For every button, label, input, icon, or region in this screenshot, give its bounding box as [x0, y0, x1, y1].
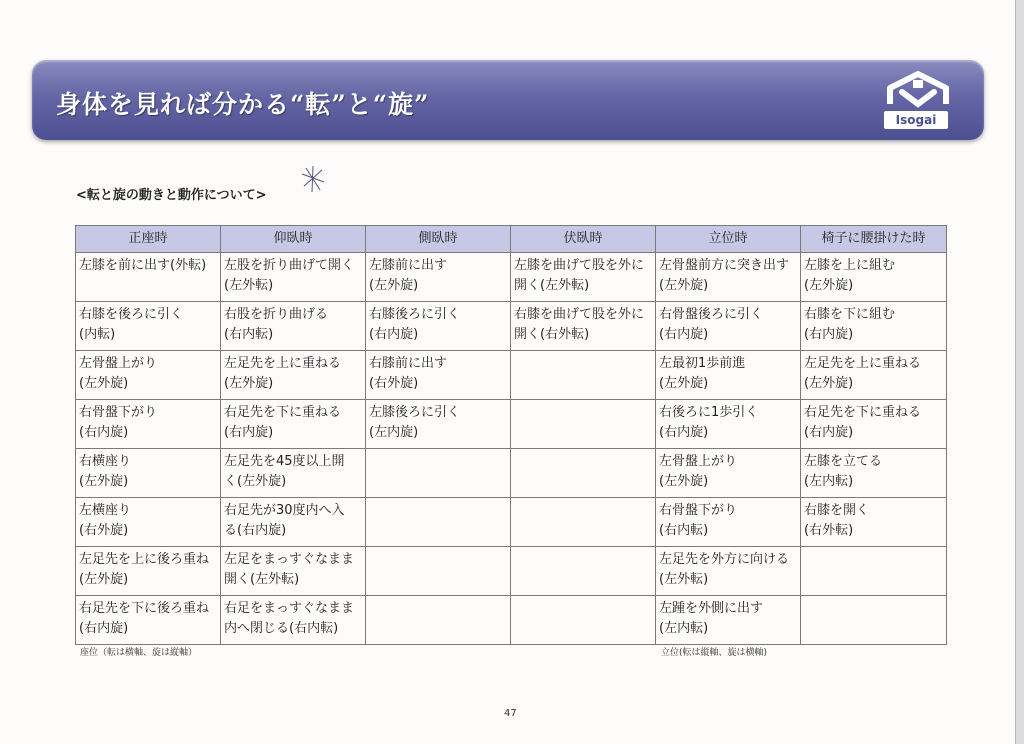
cell-text: (左外旋) [79, 572, 129, 587]
table-cell [656, 302, 801, 351]
cell-text: (右外旋) [79, 523, 129, 538]
cell-text: (左外旋) [804, 278, 854, 293]
cell-text: 左膝を立てる [804, 454, 883, 469]
cell-text: 開く(右外転) [514, 327, 590, 342]
cell-text: 右膝を曲げて股を外に [514, 307, 645, 322]
table-cell [801, 498, 947, 547]
cell-text: (右内旋) [79, 621, 129, 636]
cell-text: 右膝を下に組む [804, 307, 896, 322]
cell-text: 左足先を外方に向ける [659, 552, 790, 567]
isogai-logo [882, 70, 954, 132]
cell-text: 右骨盤下がり [79, 405, 158, 420]
section-heading: <転と旋の動きと動作について> [76, 188, 267, 203]
cell-text: (右内転) [224, 327, 274, 342]
table-row [76, 596, 947, 645]
cell-text: 左膝を曲げて股を外に [514, 258, 645, 273]
table-cell [511, 449, 656, 498]
table-cell [366, 596, 511, 645]
cell-text: 右膝前に出す [369, 356, 448, 371]
cell-text: 左最初1歩前進 [659, 356, 746, 371]
cell-text: 右膝後ろに引く [369, 307, 461, 322]
table-cell [656, 253, 801, 302]
column-header: 椅子に腰掛けた時 [801, 226, 947, 253]
table-cell [511, 596, 656, 645]
cell-text: (左外旋) [224, 376, 274, 391]
table-cell [76, 351, 221, 400]
cell-text: 右骨盤後ろに引く [659, 307, 764, 322]
table-cell [76, 596, 221, 645]
cell-text: (内転) [79, 327, 116, 342]
cell-text: く(左外旋) [224, 474, 287, 489]
cell-text: 右足先を下に重ねる [804, 405, 922, 420]
table-cell [801, 253, 947, 302]
cell-text: 左膝を上に組む [804, 258, 896, 273]
column-header: 正座時 [76, 226, 221, 253]
column-header: 伏臥時 [511, 226, 656, 253]
cell-text: (左内旋) [369, 425, 419, 440]
cell-text: 開く(左外転) [514, 278, 590, 293]
page-title: 身体を見れば分かる“転”と“旋” [56, 90, 430, 119]
cell-text: 右足先が30度内へ入 [224, 503, 345, 518]
cell-text: 左膝後ろに引く [369, 405, 461, 420]
table-row [76, 498, 947, 547]
table-cell [801, 449, 947, 498]
cell-text: 開く(左外転) [224, 572, 300, 587]
cell-text: (左外旋) [659, 278, 709, 293]
table-cell [76, 498, 221, 547]
cell-text: 右膝を開く [804, 503, 870, 518]
isogai-logo-icon [886, 70, 950, 110]
cell-text: 左足先を上に重ねる [804, 356, 922, 371]
table-cell [656, 596, 801, 645]
table-cell [366, 351, 511, 400]
table-body [76, 253, 947, 645]
table-cell [656, 351, 801, 400]
table-cell [366, 449, 511, 498]
table-cell [656, 498, 801, 547]
cell-text: 右後ろに1歩引く [659, 405, 759, 420]
cell-text: (右内転) [659, 523, 709, 538]
table-cell [801, 547, 947, 596]
cell-text: (右外転) [804, 523, 854, 538]
table-cell [76, 547, 221, 596]
cell-text: 左骨盤上がり [659, 454, 738, 469]
cell-text: 左足先を上に重ねる [224, 356, 342, 371]
table-cell [511, 498, 656, 547]
rotation-table [75, 225, 947, 645]
cell-text: 左足先を45度以上開 [224, 454, 345, 469]
table-cell [656, 547, 801, 596]
table-cell [221, 351, 366, 400]
cell-text: (右内旋) [369, 327, 419, 342]
table-cell [366, 302, 511, 351]
cell-text: (左外旋) [369, 278, 419, 293]
cell-text: 左足先を上に後ろ重ね [79, 552, 210, 567]
cell-text: (左外転) [659, 572, 709, 587]
table-cell [511, 547, 656, 596]
table-cell [801, 596, 947, 645]
header-banner [32, 60, 984, 140]
footnote-standing: 立位(転は縦軸、旋は横軸) [661, 648, 768, 658]
cell-text: 左骨盤前方に突き出す [659, 258, 790, 273]
cell-text: (右内旋) [659, 327, 709, 342]
cell-text: 左足をまっすぐなまま [224, 552, 355, 567]
cell-text: 左骨盤上がり [79, 356, 158, 371]
cell-text: る(右内旋) [224, 523, 287, 538]
cell-text: 右股を折り曲げる [224, 307, 329, 322]
cell-text: (左外旋) [659, 474, 709, 489]
table-cell [221, 498, 366, 547]
cell-text: (左内転) [804, 474, 854, 489]
cell-text: (左内転) [659, 621, 709, 636]
column-header: 立位時 [656, 226, 801, 253]
table-cell [801, 351, 947, 400]
page-edge [1015, 0, 1024, 744]
star-doodle-icon [300, 164, 326, 194]
table-cell [366, 400, 511, 449]
table-header-row [76, 226, 947, 253]
cell-text: 左股を折り曲げて開く [224, 258, 355, 273]
cell-text: 左膝を前に出す(外転) [79, 258, 207, 273]
column-header: 仰臥時 [221, 226, 366, 253]
table-row [76, 547, 947, 596]
table-cell [76, 302, 221, 351]
table-cell [511, 351, 656, 400]
cell-text: (右外旋) [369, 376, 419, 391]
table-cell [76, 449, 221, 498]
cell-text: (左外旋) [79, 376, 129, 391]
cell-text: 右膝を後ろに引く [79, 307, 184, 322]
table-cell [366, 547, 511, 596]
cell-text: (左外旋) [79, 474, 129, 489]
table-cell [76, 400, 221, 449]
table-cell [221, 449, 366, 498]
footnote-seated: 座位（転は横軸、旋は縦軸） [80, 648, 198, 658]
cell-text: 右足先を下に重ねる [224, 405, 342, 420]
logo-text: Isogai [884, 111, 948, 129]
table-cell [656, 400, 801, 449]
table-cell [221, 547, 366, 596]
table-row [76, 351, 947, 400]
table-cell [801, 302, 947, 351]
cell-text: (左外旋) [659, 376, 709, 391]
cell-text: 左横座り [79, 503, 132, 518]
cell-text: (右内旋) [659, 425, 709, 440]
table-cell [221, 302, 366, 351]
table-row [76, 253, 947, 302]
cell-text: (右内旋) [79, 425, 129, 440]
cell-text: 右足先を下に後ろ重ね [79, 601, 210, 616]
cell-text: 内へ閉じる(右内転) [224, 621, 339, 636]
cell-text: (左外旋) [804, 376, 854, 391]
table-cell [366, 253, 511, 302]
cell-text: (右内旋) [804, 425, 854, 440]
cell-text: 左膝前に出す [369, 258, 448, 273]
cell-text: 右骨盤下がり [659, 503, 738, 518]
cell-text: 右足をまっすぐなまま [224, 601, 355, 616]
table-row [76, 302, 947, 351]
table-cell [76, 253, 221, 302]
page-number: 47 [504, 708, 517, 719]
cell-text: (右内旋) [804, 327, 854, 342]
cell-text: 右横座り [79, 454, 132, 469]
table-cell [221, 400, 366, 449]
table-cell [801, 400, 947, 449]
table-cell [511, 253, 656, 302]
table-cell [511, 400, 656, 449]
table-cell [221, 253, 366, 302]
cell-text: (右内旋) [224, 425, 274, 440]
table-cell [511, 302, 656, 351]
column-header: 側臥時 [366, 226, 511, 253]
table-cell [366, 498, 511, 547]
table-row [76, 400, 947, 449]
cell-text: (左外転) [224, 278, 274, 293]
cell-text: 左踵を外側に出す [659, 601, 764, 616]
table-cell [656, 449, 801, 498]
table-cell [221, 596, 366, 645]
table-row [76, 449, 947, 498]
